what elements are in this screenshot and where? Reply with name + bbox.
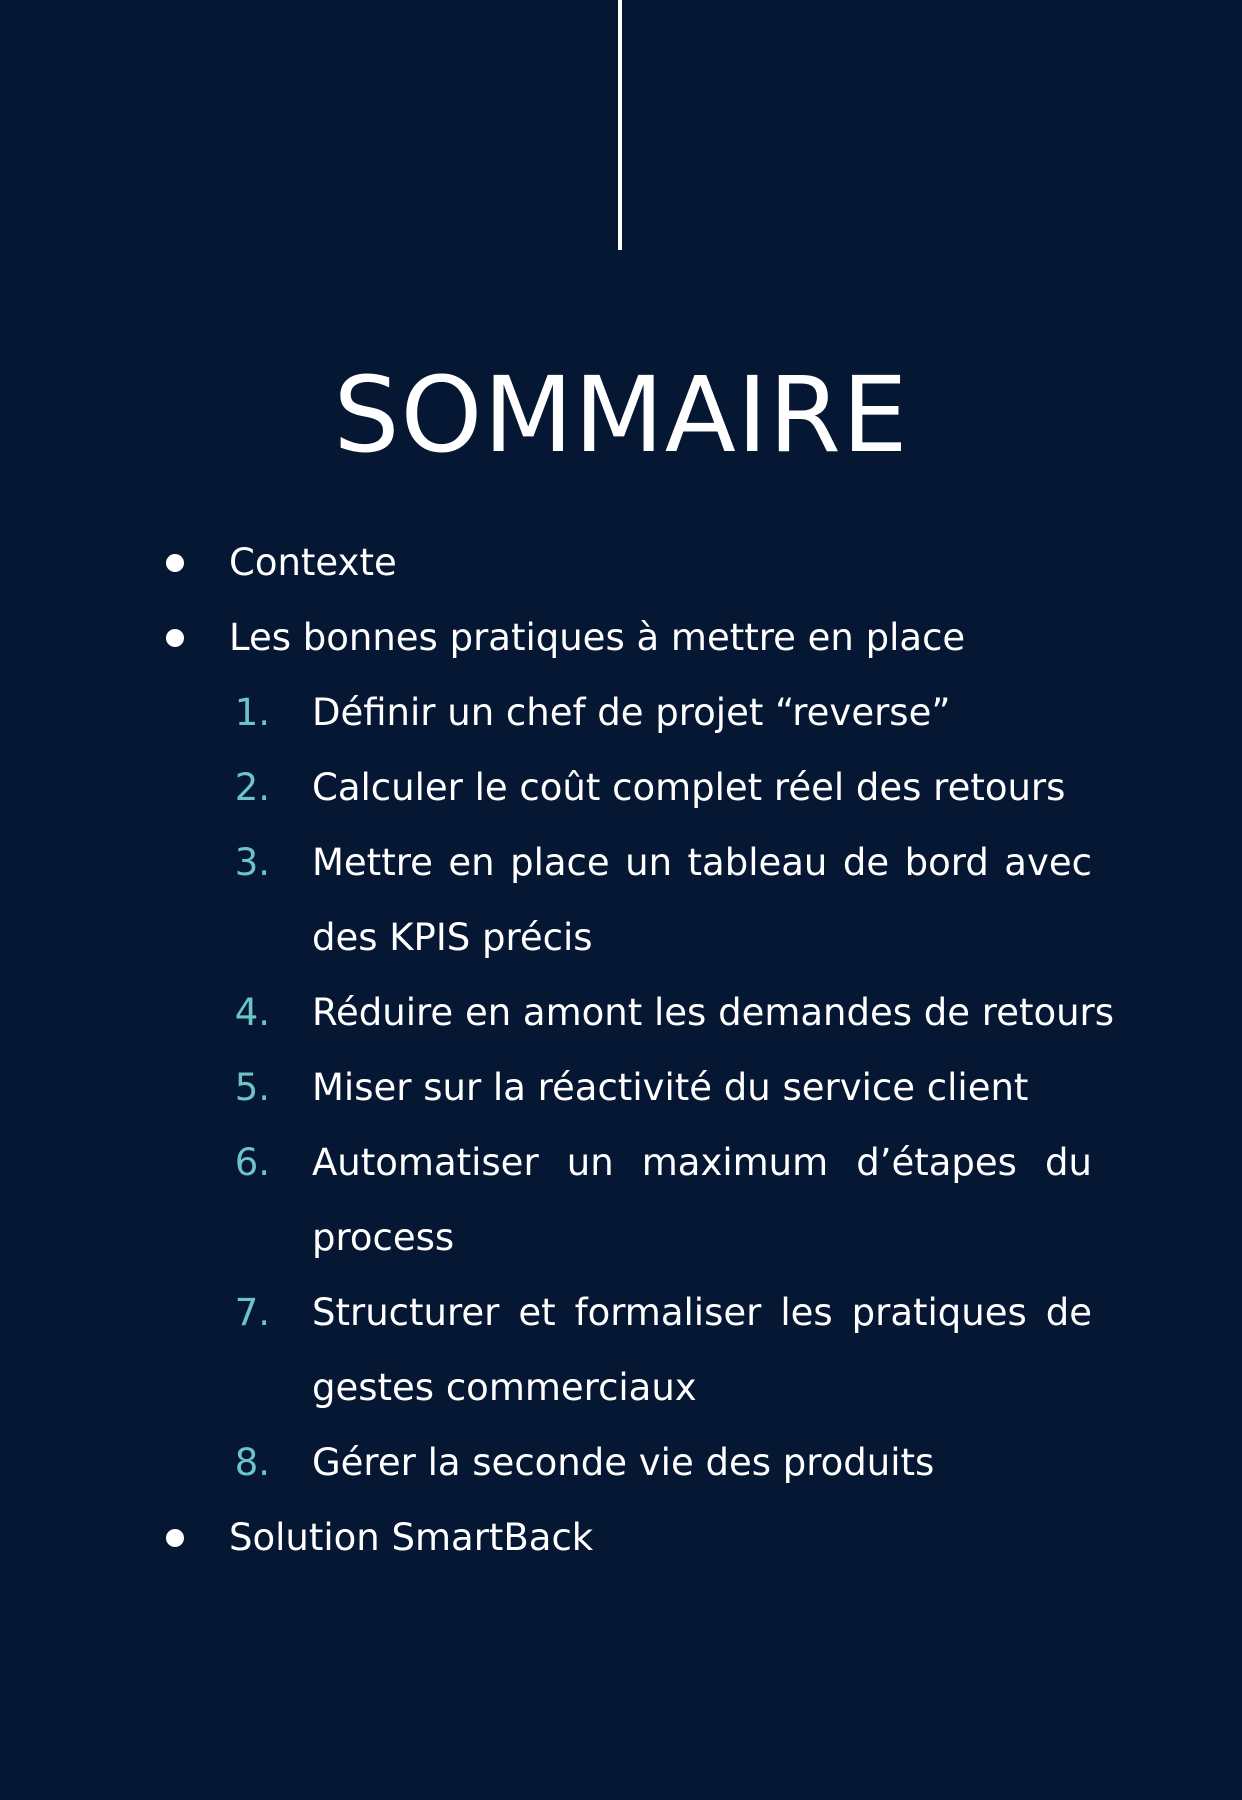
vertical-divider (618, 0, 622, 250)
toc-item-number: 6. (234, 1141, 270, 1184)
toc-numbered-item (0, 675, 1242, 750)
toc-item-label: Réduire en amont les demandes de retours (312, 991, 1115, 1034)
toc-item-number: 5. (234, 1066, 270, 1109)
bullet-icon (166, 554, 184, 572)
toc-item-label: Gérer la seconde vie des produits (312, 1441, 935, 1484)
toc-item-label: Définir un chef de projet “reverse” (312, 691, 951, 734)
toc-item-number: 7. (234, 1291, 270, 1334)
page-title: SOMMAIRE (333, 354, 909, 476)
toc-item-label: Structurer et formaliser les pratiques de gestes commerciaux (312, 1291, 1092, 1409)
bullet-icon (166, 1529, 184, 1547)
toc-numbered-item (0, 1050, 1242, 1125)
toc-bullet-label: Solution SmartBack (229, 1516, 594, 1559)
toc-numbered-item (0, 1125, 1242, 1275)
toc-item-label: Automatiser un maximum d’étapes du process (312, 1141, 1092, 1259)
toc-item-number: 2. (234, 766, 270, 809)
toc-item-number: 3. (234, 841, 270, 884)
toc-numbered-item (0, 750, 1242, 825)
toc-item-label: Mettre en place un tableau de bord avec des KPIS précis (312, 841, 1092, 959)
toc-bullet-item (0, 1500, 1242, 1575)
toc-bullet-item (0, 525, 1242, 600)
toc-numbered-item (0, 1275, 1242, 1425)
toc-numbered-item (0, 975, 1242, 1050)
toc-item-label: Calculer le coût complet réel des retours (312, 766, 1066, 809)
toc-item-label: Miser sur la réactivité du service client (312, 1066, 1029, 1109)
table-of-contents (0, 525, 1242, 1575)
toc-item-number: 1. (234, 691, 270, 734)
toc-numbered-item (0, 1425, 1242, 1500)
bullet-icon (166, 629, 184, 647)
toc-bullet-label: Contexte (229, 541, 397, 584)
toc-bullet-item (0, 600, 1242, 675)
toc-bullet-label: Les bonnes pratiques à mettre en place (229, 616, 966, 659)
toc-item-number: 8. (234, 1441, 270, 1484)
toc-item-number: 4. (234, 991, 270, 1034)
toc-numbered-item (0, 825, 1242, 975)
